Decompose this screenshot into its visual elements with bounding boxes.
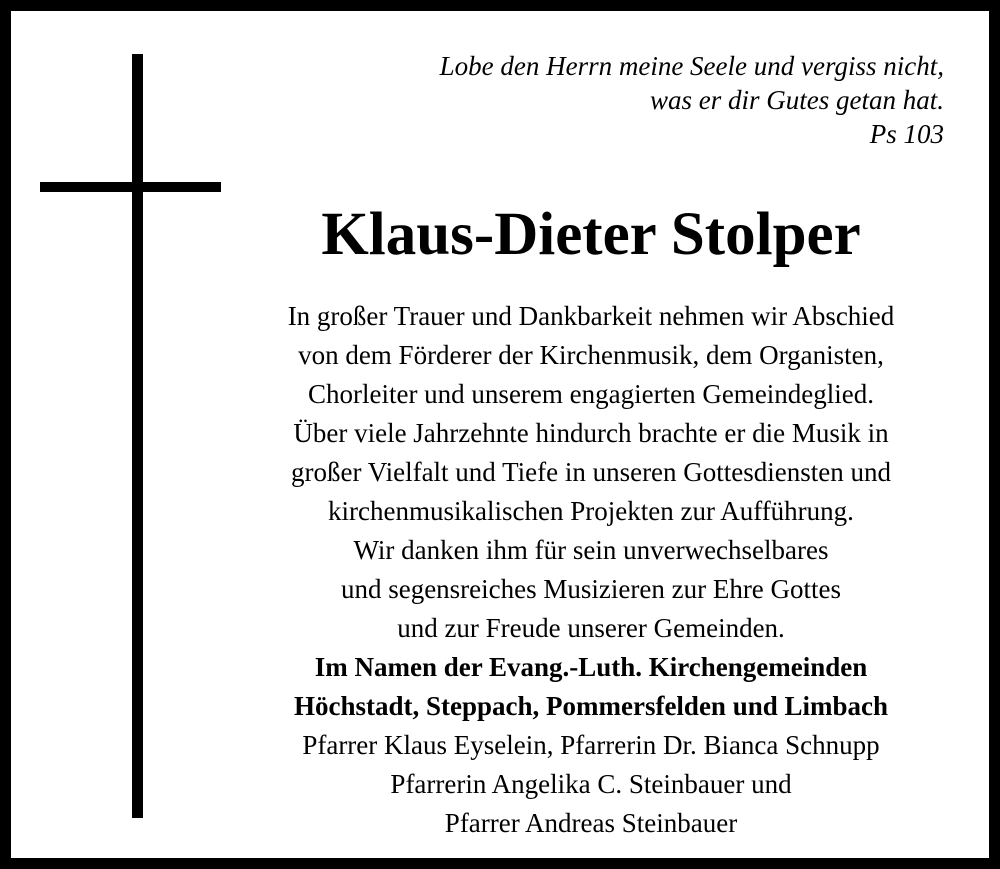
tribute-line: Wir danken ihm für sein unverwechselbares (353, 535, 829, 565)
signatory-line: Pfarrer Klaus Eyselein, Pfarrerin Dr. Bianca Schnupp (302, 730, 880, 760)
cross-icon-horizontal-bar (40, 182, 221, 192)
tribute-line: und zur Freude unserer Gemeinden. (397, 613, 785, 643)
tribute-line: In großer Trauer und Dankbarkeit nehmen wir Abschied (287, 301, 895, 331)
bible-verse (440, 49, 944, 151)
tribute-line: großer Vielfalt und Tiefe in unseren Gottesdiensten und (290, 457, 892, 487)
tribute-line: kirchenmusikalischen Projekten zur Aufführung. (328, 496, 854, 526)
deceased-name: Klaus-Dieter Stolper (321, 201, 861, 268)
tribute-text (171, 297, 1000, 843)
verse-line: Lobe den Herrn meine Seele und vergiss nicht, (439, 51, 944, 81)
signatory-line: Pfarrer Andreas Steinbauer (444, 808, 738, 838)
signatories-heading: Im Namen der Evang.-Luth. Kirchengemeinden (314, 652, 868, 682)
tribute-line: Über viele Jahrzehnte hindurch brachte er die Musik in (293, 418, 889, 448)
tribute-line: von dem Förderer der Kirchenmusik, dem Organisten, (298, 340, 884, 370)
signatories-heading: Höchstadt, Steppach, Pommersfelden und Limbach (293, 691, 889, 721)
tribute-line: Chorleiter und unserem engagierten Gemeindeglied. (307, 379, 875, 409)
signatory-line: Pfarrerin Angelika C. Steinbauer und (390, 769, 792, 799)
cross-icon-vertical-bar (132, 54, 143, 818)
tribute-line: und segensreiches Musizieren zur Ehre Gottes (340, 574, 842, 604)
verse-line: was er dir Gutes getan hat. (650, 85, 944, 115)
verse-reference: Ps 103 (869, 119, 944, 149)
